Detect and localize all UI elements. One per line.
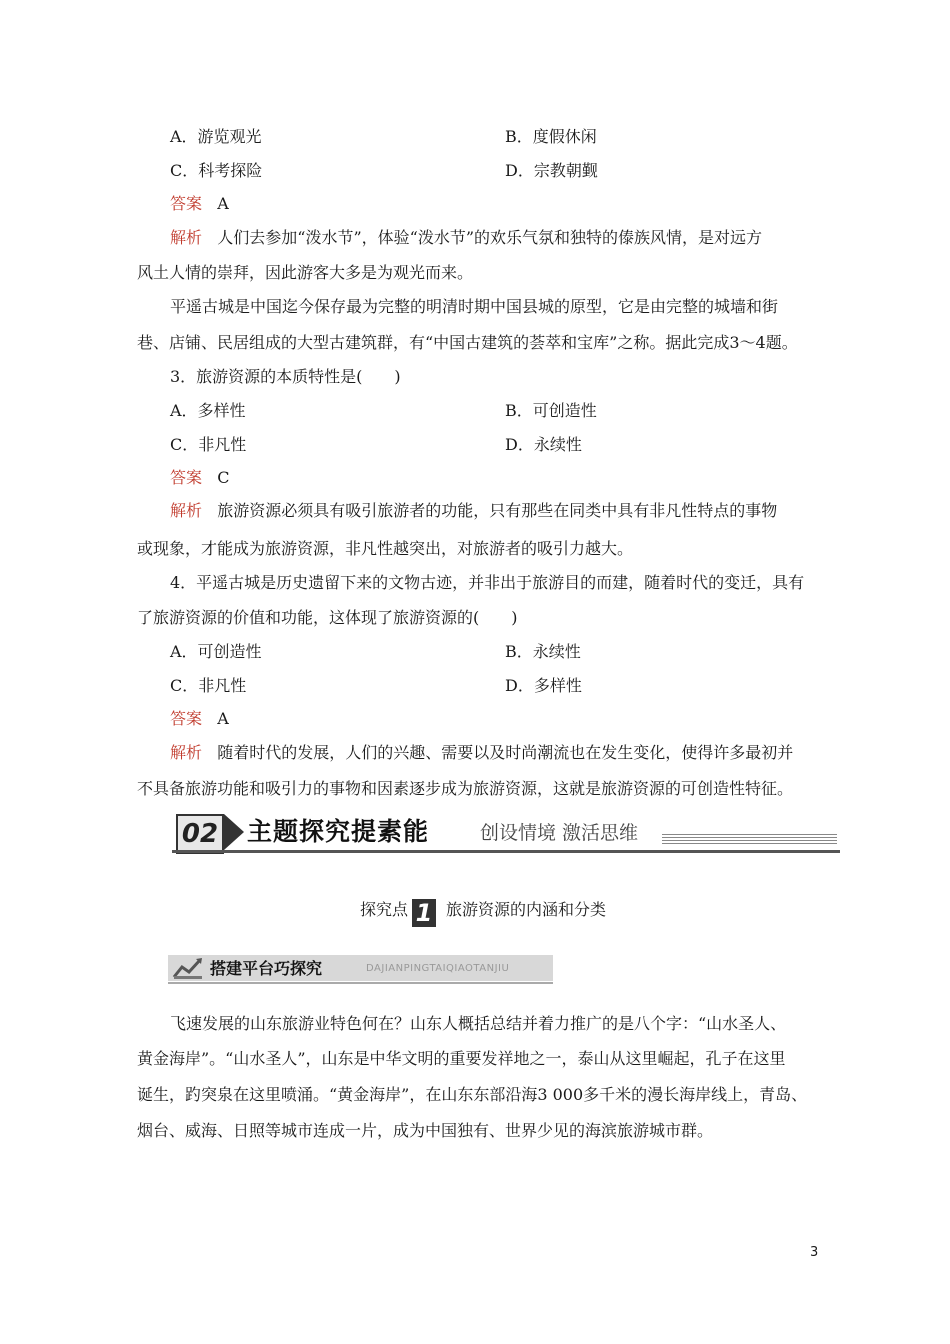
answer-label: 答案 bbox=[170, 468, 203, 487]
q3-stem: 3．旅游资源的本质特性是( ) bbox=[170, 367, 401, 386]
answer-label: 答案 bbox=[170, 709, 203, 728]
analysis-label: 解析 bbox=[170, 501, 203, 520]
banner-arrow-icon bbox=[224, 814, 244, 850]
analysis-label: 解析 bbox=[170, 743, 203, 762]
inquiry-point-heading bbox=[360, 897, 606, 927]
inquiry-point-prefix: 探究点 bbox=[360, 900, 409, 919]
passage-line3: 诞生，趵突泉在这里喷涌。“黄金海岸”，在山东东部沿海3 000多千米的漫长海岸线上，青岛、 bbox=[137, 1085, 808, 1104]
q3-analysis-line1 bbox=[170, 500, 777, 522]
q4-stem-line1: 4．平遥古城是历史遗留下来的文物古迹，并非出于旅游目的而建，随着时代的变迁，具有 bbox=[170, 573, 805, 592]
answer-value: C bbox=[217, 468, 230, 487]
q2-option-a: A．游览观光 bbox=[170, 127, 262, 146]
q3-analysis-line2: 或现象，才能成为旅游资源，非凡性越突出，对旅游者的吸引力越大。 bbox=[137, 539, 634, 558]
q2-answer bbox=[170, 193, 229, 215]
inquiry-point-number: 1 bbox=[412, 899, 436, 927]
sub-banner-title: 搭建平台巧探究 bbox=[210, 959, 323, 978]
q3-option-c: C．非凡性 bbox=[170, 435, 247, 454]
q3-option-a: A．多样性 bbox=[170, 401, 246, 420]
intro-line2: 巷、店铺、民居组成的大型古建筑群，有“中国古建筑的荟萃和宝库”之称。据此完成3～4题。 bbox=[137, 333, 798, 352]
sub-banner bbox=[168, 955, 553, 985]
intro-line1: 平遥古城是中国迄今保存最为完整的明清时期中国县城的原型，它是由完整的城墙和街 bbox=[170, 297, 779, 316]
trend-chart-icon bbox=[172, 957, 204, 981]
analysis-text: 旅游资源必须具有吸引旅游者的功能，只有那些在同类中具有非凡性特点的事物 bbox=[217, 501, 778, 520]
q3-option-d: D．永续性 bbox=[505, 435, 582, 454]
answer-label: 答案 bbox=[170, 194, 203, 213]
passage-line2: 黄金海岸”。“山水圣人”，山东是中华文明的重要发祥地之一，泰山从这里崛起，孔子在这里 bbox=[137, 1049, 786, 1068]
q3-option-b: B．可创造性 bbox=[505, 401, 597, 420]
q4-option-a: A．可创造性 bbox=[170, 642, 262, 661]
q3-answer bbox=[170, 467, 230, 489]
q2-option-d: D．宗教朝觐 bbox=[505, 161, 598, 180]
inquiry-point-title: 旅游资源的内涵和分类 bbox=[446, 900, 607, 919]
analysis-text: 人们去参加“泼水节”，体验“泼水节”的欢乐气氛和独特的傣族风情，是对远方 bbox=[217, 228, 763, 247]
sub-banner-underline bbox=[168, 982, 553, 984]
section-title: 主题探究提素能 bbox=[247, 817, 430, 846]
page-number: 3 bbox=[810, 1245, 819, 1260]
banner-decor-lines bbox=[662, 834, 837, 846]
analysis-label: 解析 bbox=[170, 228, 203, 247]
q4-option-d: D．多样性 bbox=[505, 676, 582, 695]
sub-banner-pinyin: DAJIANPINGTAIQIAOTANJIU bbox=[366, 963, 510, 974]
q2-option-c: C．科考探险 bbox=[170, 161, 263, 180]
q4-option-c: C．非凡性 bbox=[170, 676, 247, 695]
passage-line4: 烟台、威海、日照等城市连成一片，成为中国独有、世界少见的海滨旅游城市群。 bbox=[137, 1121, 714, 1140]
banner-underline bbox=[172, 850, 840, 853]
answer-value: A bbox=[217, 709, 229, 728]
section-number-badge: 02 bbox=[176, 814, 224, 854]
section-banner bbox=[172, 810, 842, 858]
q2-analysis-line1 bbox=[170, 227, 762, 249]
q4-analysis-line2: 不具备旅游功能和吸引力的事物和因素逐步成为旅游资源，这就是旅游资源的可创造性特征。 bbox=[137, 779, 794, 798]
q4-analysis-line1 bbox=[170, 742, 793, 764]
passage-line1: 飞速发展的山东旅游业特色何在？山东人概括总结并着力推广的是八个字：“山水圣人、 bbox=[170, 1014, 787, 1033]
q4-stem-line2: 了旅游资源的价值和功能，这体现了旅游资源的( ) bbox=[137, 608, 518, 627]
q4-answer bbox=[170, 708, 229, 730]
q4-option-b: B．永续性 bbox=[505, 642, 581, 661]
q2-analysis-line2: 风土人情的崇拜，因此游客大多是为观光而来。 bbox=[137, 263, 474, 282]
answer-value: A bbox=[217, 194, 229, 213]
q2-option-b: B．度假休闲 bbox=[505, 127, 597, 146]
analysis-text: 随着时代的发展，人们的兴趣、需要以及时尚潮流也在发生变化，使得许多最初并 bbox=[217, 743, 794, 762]
section-subtitle: 创设情境 激活思维 bbox=[480, 822, 639, 844]
